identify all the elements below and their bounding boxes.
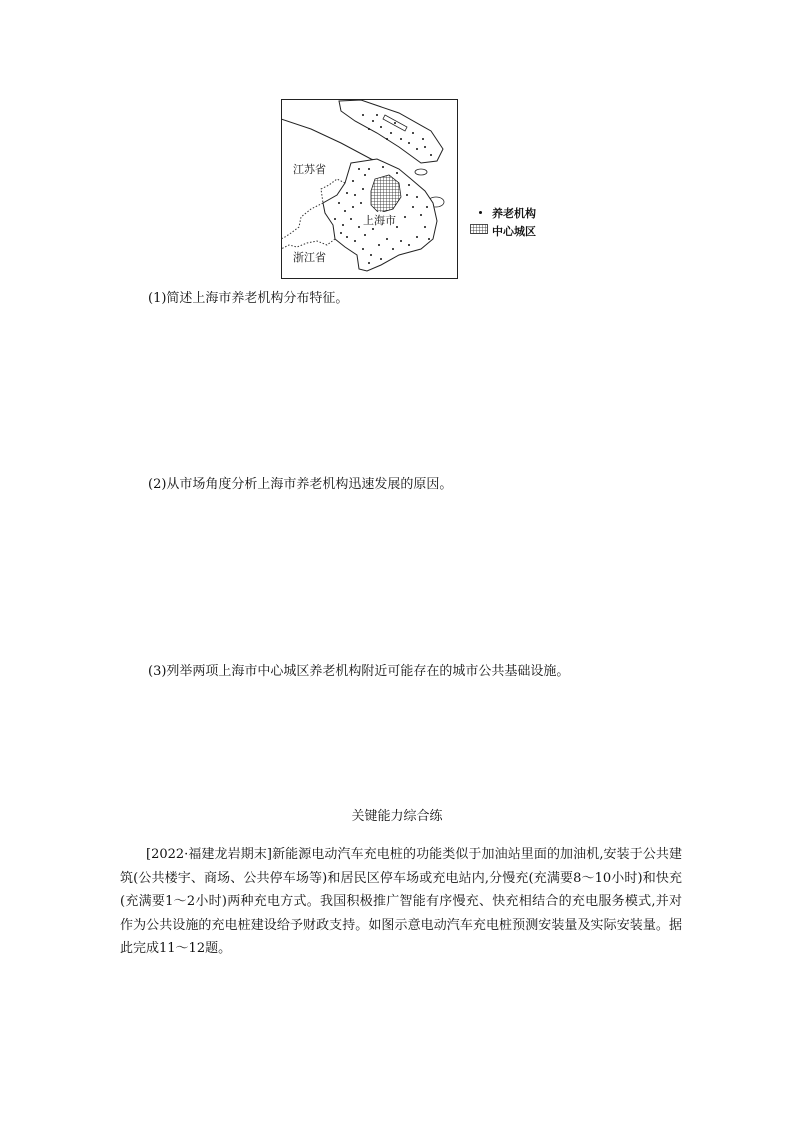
question-2: (2)从市场角度分析上海市养老机构迅速发展的原因。 xyxy=(148,477,453,492)
passage-paragraph: [2022·福建龙岩期末]新能源电动汽车充电桩的功能类似于加油站里面的加油机,安装于公共建筑(公共楼宇、商场、公共停车场等)和居民区停车场或充电站内,分慢充(充满要8～10小时)和快充(充满要1～2小时)两种充电方式。我国积极推广智能有序慢充、快充相结合的充电服务模式,并对作为公共设施的充电桩建设给予财政支持。如图示意电动汽车充电桩预测安装量及实际安装量。据此完成11～12题。 xyxy=(120,847,682,956)
legend-center: 中心城区 xyxy=(492,225,536,238)
section-title: 关键能力综合练 xyxy=(351,809,443,824)
legend-grid-icon xyxy=(470,224,488,234)
question-3: (3)列举两项上海市中心城区养老机构附近可能存在的城市公共基础设施。 xyxy=(148,664,570,679)
map-legend xyxy=(470,204,560,244)
legend-eldercare: 养老机构 xyxy=(492,207,536,220)
label-shanghai: 上海市 xyxy=(363,214,396,227)
map-figure xyxy=(281,99,458,279)
legend-dot-icon xyxy=(479,211,482,214)
question-1: (1)简述上海市养老机构分布特征。 xyxy=(148,291,349,306)
label-jiangsu: 江苏省 xyxy=(293,163,326,176)
label-zhejiang: 浙江省 xyxy=(293,251,326,264)
